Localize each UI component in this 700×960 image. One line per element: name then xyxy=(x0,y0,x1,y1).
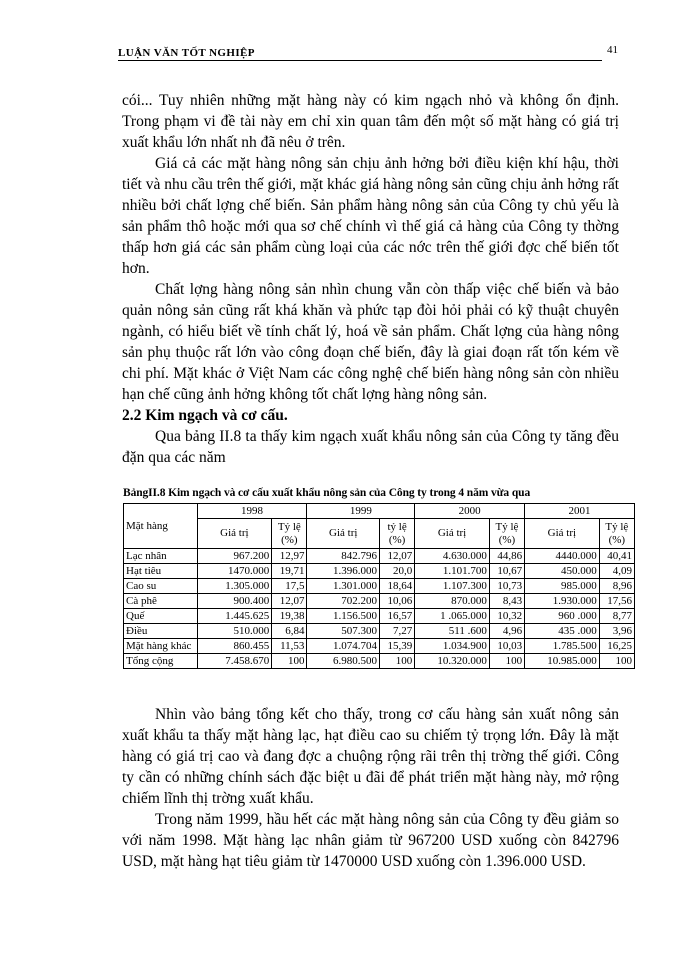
section-intro: Qua bảng II.8 ta thấy kim ngạch xuất khẩu nông sản của Công ty tăng đều đặn qua các năm xyxy=(122,428,619,466)
row-header-cell: Mặt hàng xyxy=(124,504,198,549)
paragraph-4: Nhìn vào bảng tổng kết cho thấy, trong cơ cấu hàng sản xuất nông sản xuất khẩu ta thấy mặt hàng lạc, hạt điều cao su chiếm tỷ trọng lớn. Đây là mặt hàng có giá trị cao và đang đợc a chuộng rộng rãi trên thị trờng thế giới. Công ty cần có những chính sách đặc biệt u đãi để phát triển mặt hàng này, mở rộng chiếm lĩnh thị trờng xuất khẩu. xyxy=(122,706,619,807)
row-label: Tổng cộng xyxy=(124,654,198,669)
percent-cell: 11,53 xyxy=(272,639,307,654)
value-cell: 985.000 xyxy=(525,579,600,594)
percent-header: Tỷ lệ (%) xyxy=(489,519,524,549)
value-cell: 435 .000 xyxy=(525,624,600,639)
percent-cell: 10,73 xyxy=(489,579,524,594)
value-cell: 1.396.000 xyxy=(307,564,380,579)
value-cell: 6.980.500 xyxy=(307,654,380,669)
percent-cell: 20,0 xyxy=(379,564,414,579)
value-cell: 10.320.000 xyxy=(415,654,490,669)
percent-cell: 10,67 xyxy=(489,564,524,579)
row-label: Mặt hàng khác xyxy=(124,639,198,654)
year-header: 1999 xyxy=(307,504,415,519)
value-header: Giá trị xyxy=(415,519,490,549)
value-cell: 1.930.000 xyxy=(525,594,600,609)
percent-cell: 17,5 xyxy=(272,579,307,594)
value-cell: 842.796 xyxy=(307,549,380,564)
percent-cell: 19,38 xyxy=(272,609,307,624)
value-cell: 1.074.704 xyxy=(307,639,380,654)
percent-cell: 10,06 xyxy=(379,594,414,609)
percent-cell: 3,96 xyxy=(599,624,634,639)
export-table xyxy=(123,503,635,669)
percent-cell: 100 xyxy=(599,654,634,669)
value-cell: 7.458.670 xyxy=(197,654,272,669)
value-cell: 511 .600 xyxy=(415,624,490,639)
percent-cell: 100 xyxy=(272,654,307,669)
table-row xyxy=(124,549,635,564)
percent-cell: 8,43 xyxy=(489,594,524,609)
value-cell: 1.156.500 xyxy=(307,609,380,624)
percent-cell: 40,41 xyxy=(599,549,634,564)
table-row xyxy=(124,609,635,624)
value-cell: 870.000 xyxy=(415,594,490,609)
percent-cell: 4,96 xyxy=(489,624,524,639)
value-cell: 1 .065.000 xyxy=(415,609,490,624)
percent-cell: 12,97 xyxy=(272,549,307,564)
percent-cell: 8,96 xyxy=(599,579,634,594)
value-cell: 1.445.625 xyxy=(197,609,272,624)
percent-cell: 19,71 xyxy=(272,564,307,579)
table-row xyxy=(124,594,635,609)
percent-cell: 100 xyxy=(379,654,414,669)
paragraph-2: Giá cả các mặt hàng nông sản chịu ảnh hởng bởi điều kiện khí hậu, thời tiết và nhu cầu trên thế giới, mặt khác giá hàng nông sản cũng chịu ảnh hởng rất nhiều bởi chất lợng chế biến. Sản phẩm hàng nông sản của Công ty chủ yếu là sản phẩm thô hoặc mới qua sơ chế chính vì thế giá cả hàng của Công ty thờng thấp hơn giá các sản phẩm cùng loại của các nớc trên thế giới đợc chế biến tốt hơn. xyxy=(122,155,619,277)
percent-cell: 15,39 xyxy=(379,639,414,654)
table-row xyxy=(124,639,635,654)
year-header: 2000 xyxy=(415,504,525,519)
percent-cell: 10,32 xyxy=(489,609,524,624)
value-cell: 510.000 xyxy=(197,624,272,639)
value-header: Giá trị xyxy=(307,519,380,549)
percent-cell: 18,64 xyxy=(379,579,414,594)
page-number: 41 xyxy=(607,44,618,56)
header-title: LUẬN VĂN TỐT NGHIỆP xyxy=(118,47,255,59)
body-text-bottom xyxy=(122,704,619,872)
percent-cell: 12,07 xyxy=(379,549,414,564)
year-header: 2001 xyxy=(525,504,635,519)
row-label: Cao su xyxy=(124,579,198,594)
table-row xyxy=(124,654,635,669)
row-label: Hạt tiêu xyxy=(124,564,198,579)
value-cell: 702.200 xyxy=(307,594,380,609)
percent-header: Tỷ lệ (%) xyxy=(599,519,634,549)
table-row xyxy=(124,579,635,594)
row-label: Điều xyxy=(124,624,198,639)
row-label: Cà phê xyxy=(124,594,198,609)
table-body xyxy=(124,549,635,669)
value-cell: 4.630.000 xyxy=(415,549,490,564)
paragraph-5: Trong năm 1999, hầu hết các mặt hàng nông sản của Công ty đều giảm so với năm 1998. Mặt hàng lạc nhân giảm từ 967200 USD xuống còn 842796 USD, mặt hàng hạt tiêu giảm từ 1470000 USD xuống còn 1.396.000 USD. xyxy=(122,811,619,870)
paragraph-1: cói... Tuy nhiên những mặt hàng này có kim ngạch nhỏ và không ổn định. Trong phạm vi đề tài này em chỉ xin quan tâm đến một số mặt hàng có giá trị xuất khẩu lớn nhất nh đã nêu ở trên. xyxy=(122,92,619,151)
value-cell: 1.301.000 xyxy=(307,579,380,594)
value-cell: 900.400 xyxy=(197,594,272,609)
percent-cell: 100 xyxy=(489,654,524,669)
value-cell: 960 .000 xyxy=(525,609,600,624)
value-header: Giá trị xyxy=(525,519,600,549)
percent-cell: 4,09 xyxy=(599,564,634,579)
section-heading: 2.2 Kim ngạch và cơ cấu. xyxy=(122,407,288,424)
value-header: Giá trị xyxy=(197,519,272,549)
percent-cell: 12,07 xyxy=(272,594,307,609)
percent-cell: 17,56 xyxy=(599,594,634,609)
row-label: Quế xyxy=(124,609,198,624)
value-cell: 10.985.000 xyxy=(525,654,600,669)
value-cell: 1.034.900 xyxy=(415,639,490,654)
paragraph-3: Chất lợng hàng nông sản nhìn chung vẫn còn thấp việc chế biến và bảo quản nông sản cũng rất khá khăn và phức tạp đòi hỏi phải có kỹ thuật chuyên ngành, có hiểu biết về tính chất lý, hoá về sản phẩm. Chất lợng của hàng nông sản phụ thuộc rất lớn vào công đoạn chế biến, đây là giai đoạn rất tốn kém về chi phí. Mặt khác ở Việt Nam các công nghệ chế biến hàng nông sản còn nhiều hạn chế cũng ảnh hởng không tốt chất lợng hàng nông sản. xyxy=(122,281,619,403)
page-header xyxy=(118,44,618,61)
percent-cell: 16,57 xyxy=(379,609,414,624)
percent-cell: 7,27 xyxy=(379,624,414,639)
year-header: 1998 xyxy=(197,504,307,519)
value-cell: 1470.000 xyxy=(197,564,272,579)
percent-header: tỷ lệ (%) xyxy=(379,519,414,549)
value-cell: 1.107.300 xyxy=(415,579,490,594)
table-caption: BảngII.8 Kim ngạch và cơ cấu xuất khẩu nông sản của Công ty trong 4 năm vừa qua xyxy=(123,487,531,499)
percent-cell: 10,03 xyxy=(489,639,524,654)
value-cell: 507.300 xyxy=(307,624,380,639)
percent-cell: 6,84 xyxy=(272,624,307,639)
table-row xyxy=(124,624,635,639)
section-2-2 xyxy=(122,405,619,468)
value-cell: 4440.000 xyxy=(525,549,600,564)
value-cell: 860.455 xyxy=(197,639,272,654)
value-cell: 1.101.700 xyxy=(415,564,490,579)
value-cell: 967.200 xyxy=(197,549,272,564)
value-cell: 1.785.500 xyxy=(525,639,600,654)
table-row xyxy=(124,564,635,579)
percent-cell: 8,77 xyxy=(599,609,634,624)
value-cell: 450.000 xyxy=(525,564,600,579)
percent-cell: 44,86 xyxy=(489,549,524,564)
percent-header: Tỷ lệ (%) xyxy=(272,519,307,549)
value-cell: 1.305.000 xyxy=(197,579,272,594)
percent-cell: 16,25 xyxy=(599,639,634,654)
body-text-top xyxy=(122,90,619,405)
row-label: Lạc nhân xyxy=(124,549,198,564)
